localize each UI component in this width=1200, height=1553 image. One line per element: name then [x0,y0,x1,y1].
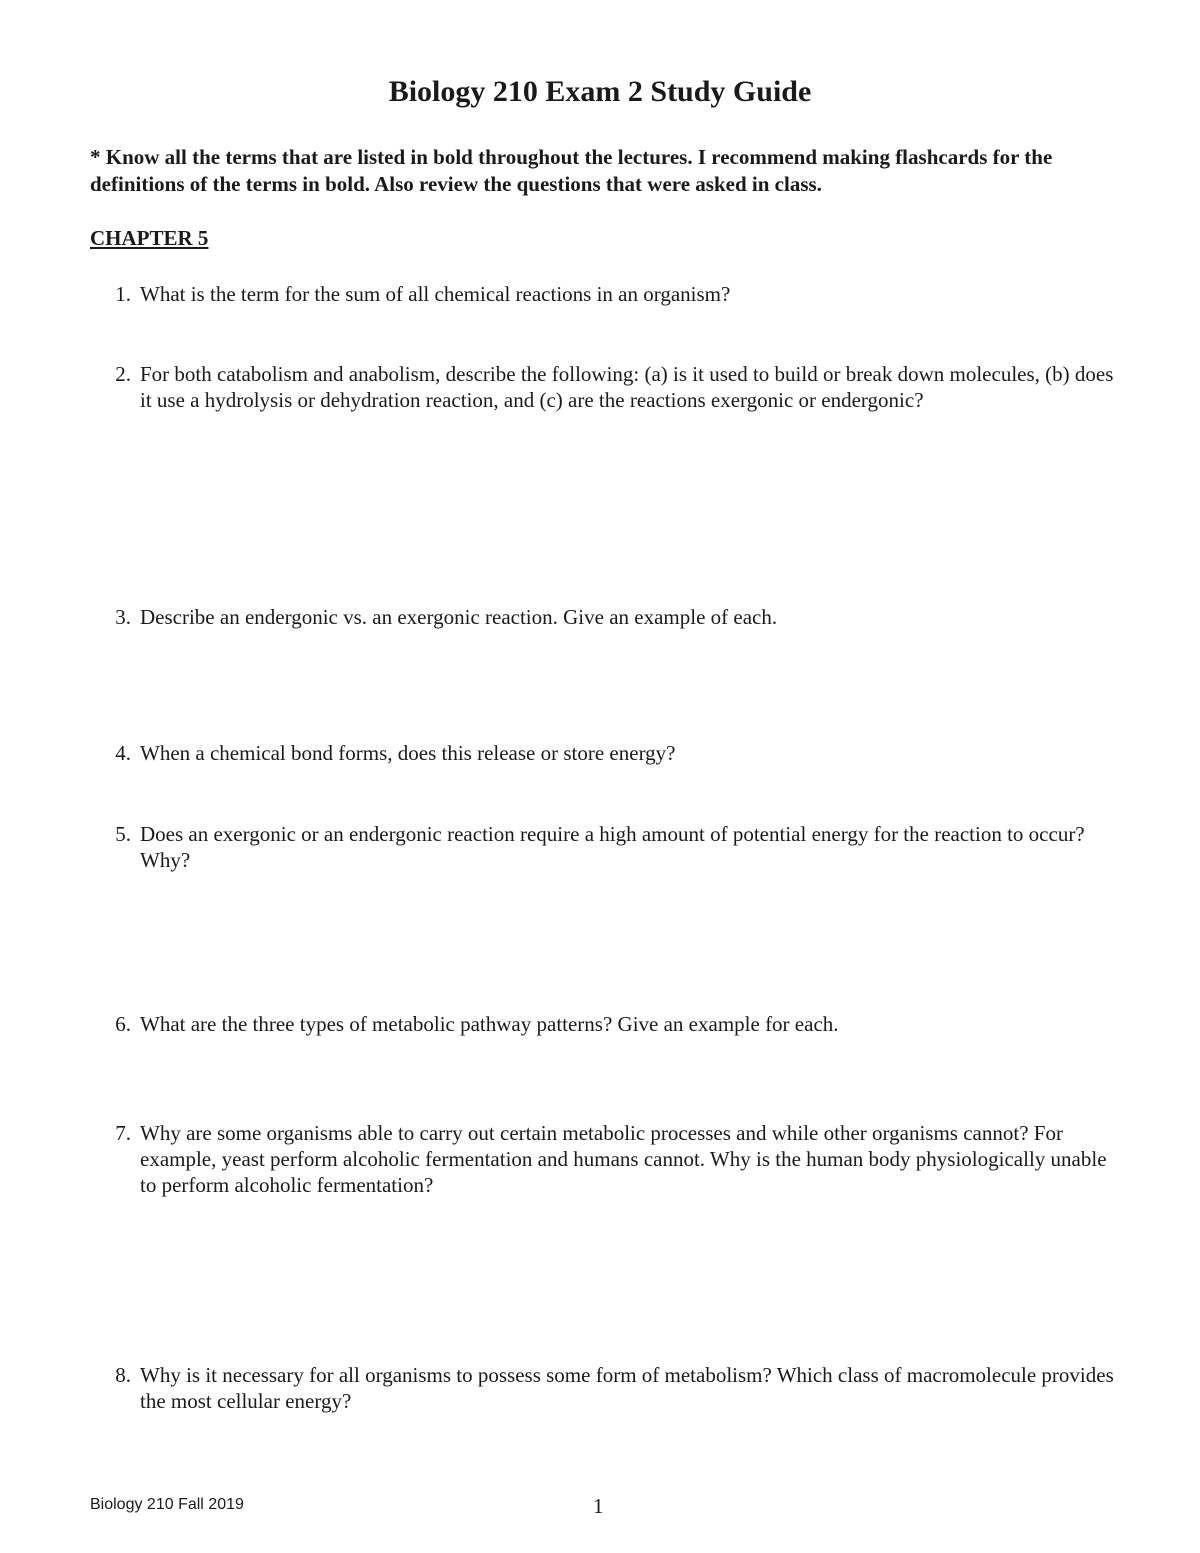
question-2 [90,361,1120,413]
question-text: What is the term for the sum of all chemical reactions in an organism? [140,282,731,306]
question-text: For both catabolism and anabolism, describe the following: (a) is it used to build or break down molecules, (b) does it use a hydrolysis or dehydration reaction, and (c) are the reactions exergonic or endergonic? [140,362,1114,412]
question-number: 1. [115,282,131,306]
chapter-heading: CHAPTER 5 [90,226,209,250]
question-text: When a chemical bond forms, does this release or store energy? [140,741,676,765]
question-number: 3. [115,605,131,629]
question-number: 5. [115,822,131,846]
question-number: 6. [115,1012,131,1036]
question-text: Describe an endergonic vs. an exergonic reaction. Give an example of each. [140,605,778,629]
question-4 [90,740,1120,766]
page-title: Biology 210 Exam 2 Study Guide [388,75,812,108]
question-text: Why is it necessary for all organisms to possess some form of metabolism? Which class of macromolecule provides the most cellular energy? [140,1363,1114,1413]
question-6 [90,1011,1120,1037]
question-1 [90,281,1120,307]
question-text: Does an exergonic or an endergonic reaction require a high amount of potential energy for the reaction to occur? Why? [140,822,1085,872]
question-3 [90,604,1120,630]
question-5 [90,821,1120,873]
question-text: Why are some organisms able to carry out certain metabolic processes and while other organisms cannot? For example, yeast perform alcoholic fermentation and humans cannot. Why is the human body physiologically unable to perform alcoholic fermentation? [140,1121,1107,1197]
question-text: What are the three types of metabolic pathway patterns? Give an example for each. [140,1012,839,1036]
footer-course: Biology 210 Fall 2019 [90,1496,244,1513]
question-8 [90,1362,1120,1414]
question-7 [90,1120,1120,1198]
question-number: 4. [115,741,131,765]
question-number: 2. [115,362,131,386]
question-number: 8. [115,1363,131,1387]
question-number: 7. [115,1121,131,1145]
study-note: * Know all the terms that are listed in bold throughout the lectures. I recommend making flashcards for the definitions of the terms in bold. Also review the questions that were asked in class. [90,145,1053,196]
page-number: 1 [593,1494,604,1518]
